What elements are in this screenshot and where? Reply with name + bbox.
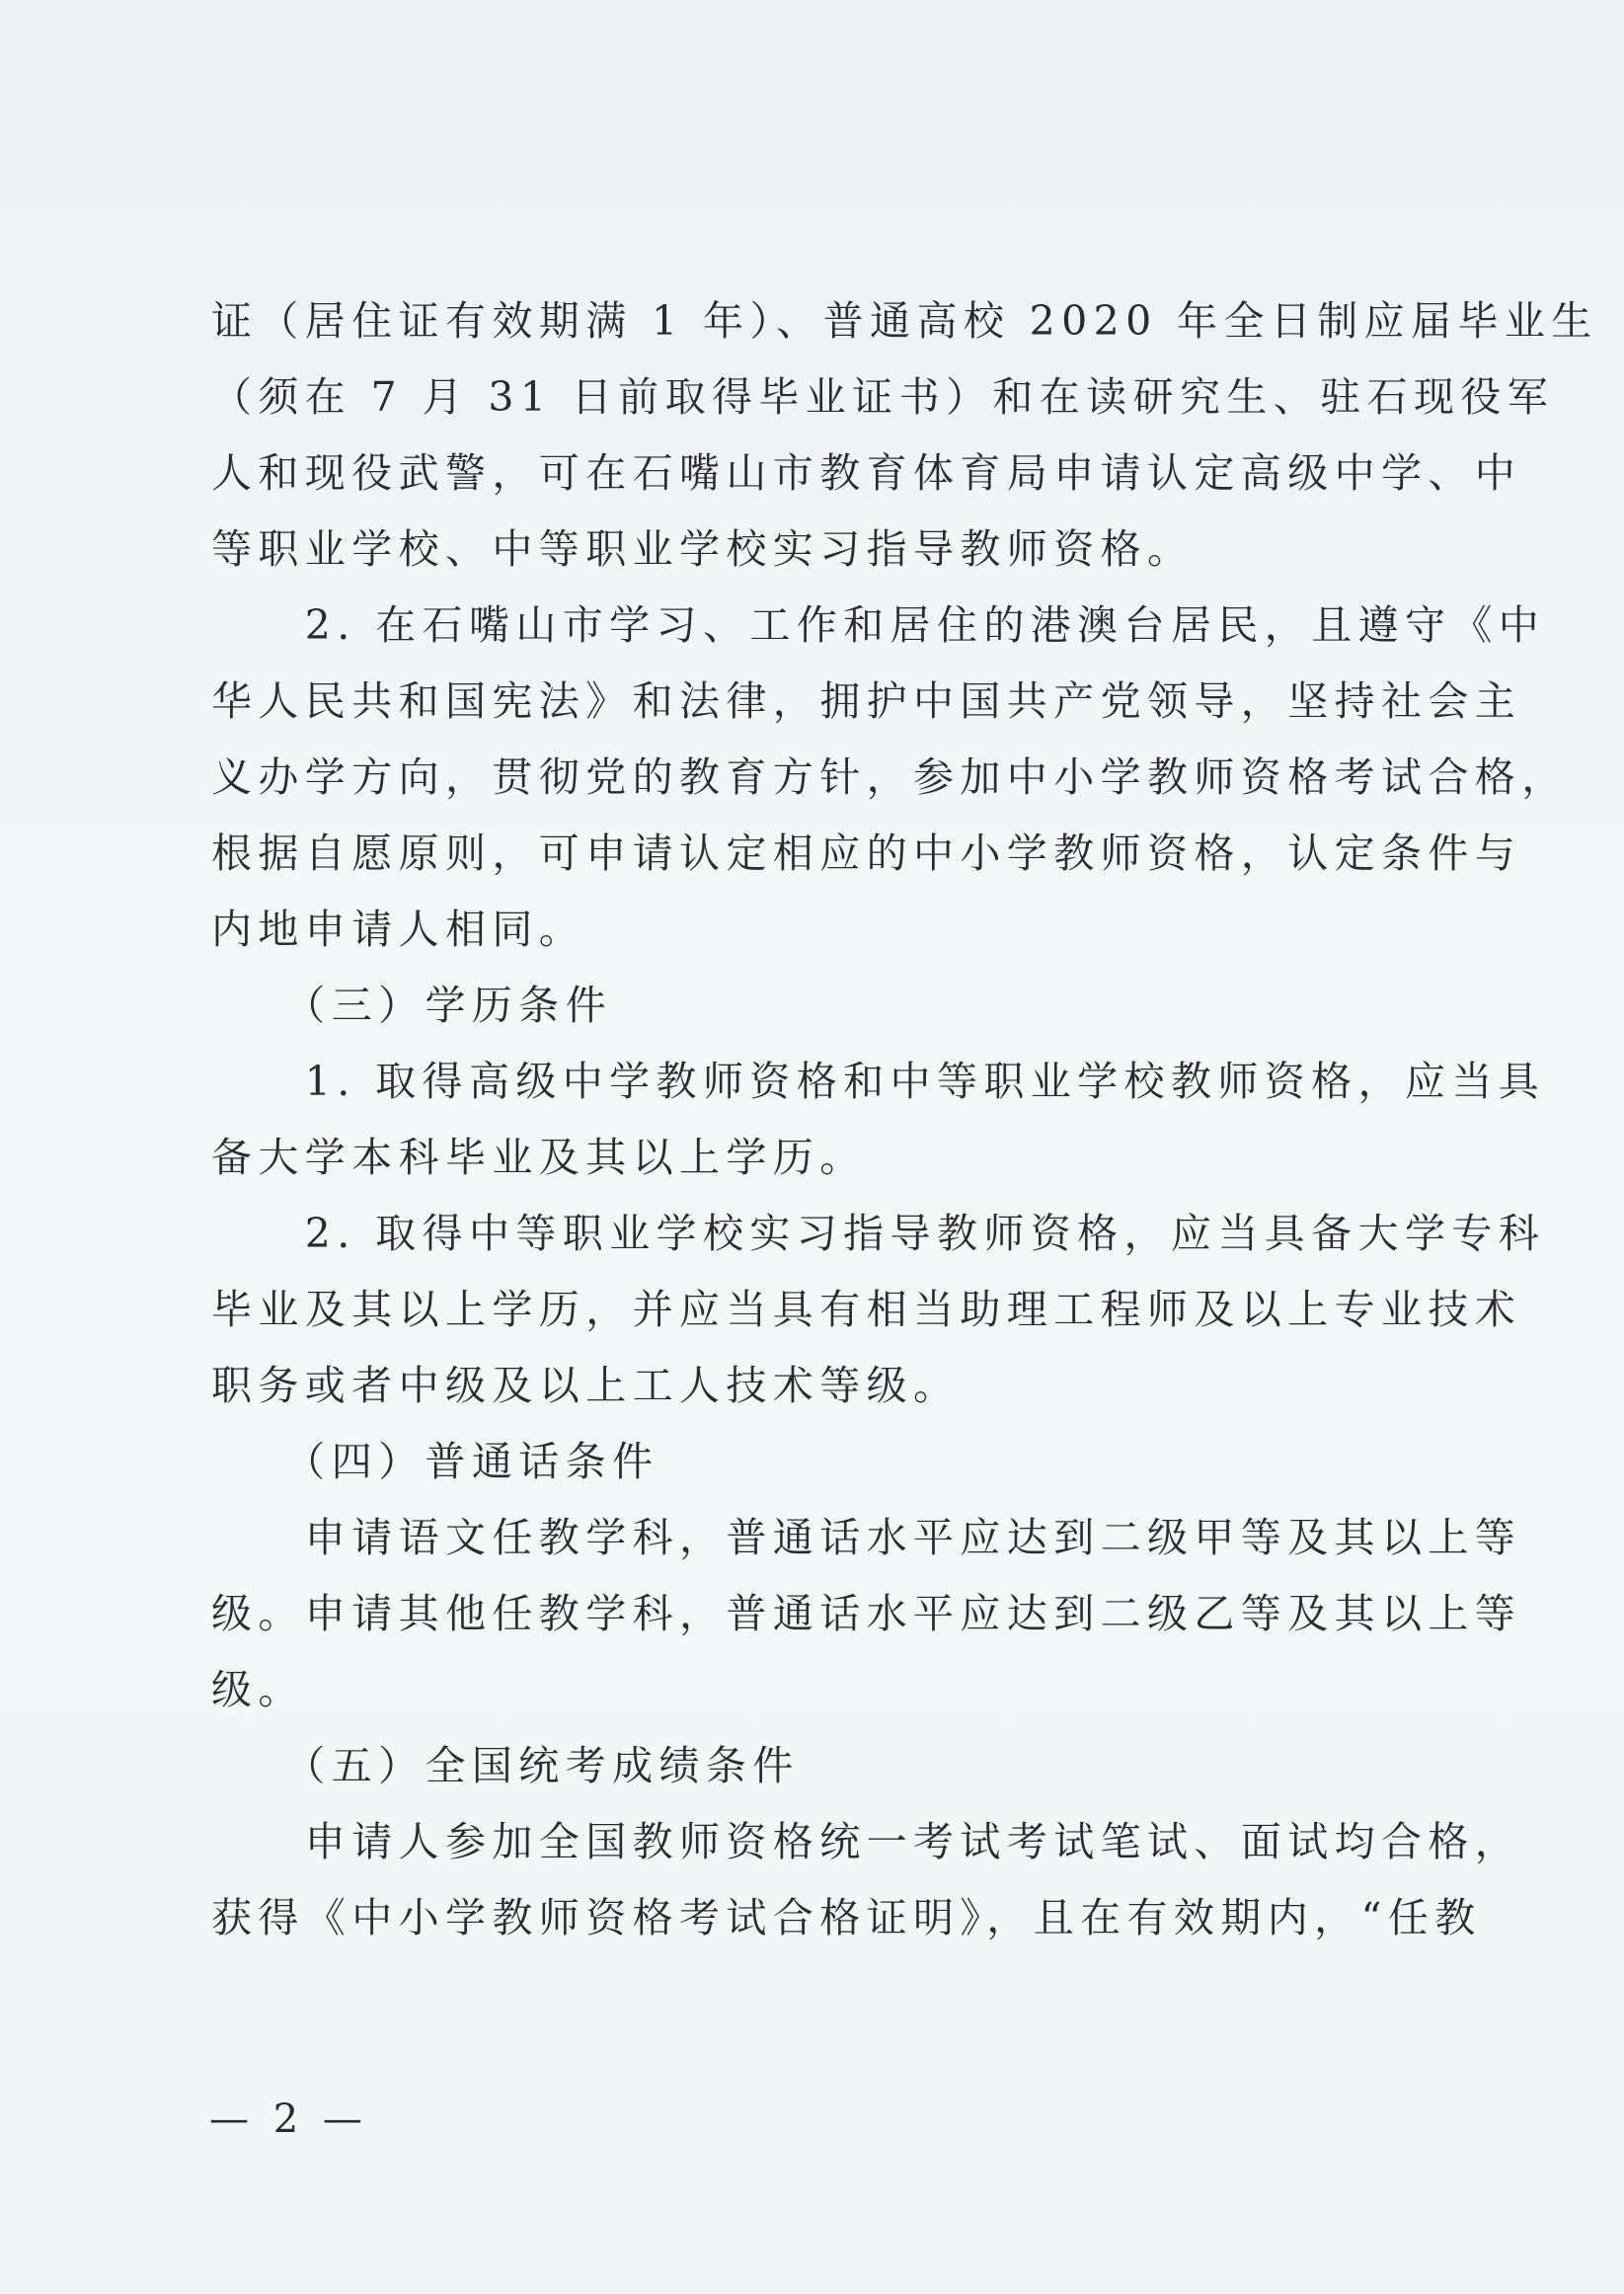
text-line-6: 华人民共和国宪法》和法律，拥护中国共产党领导，坚持社会主 <box>211 677 1522 725</box>
section-heading-5: （五）全国统考成绩条件 <box>211 1742 800 1789</box>
page-number: — 2 — <box>209 2096 368 2142</box>
text-line-13: 2. 取得中等职业学校实习指导教师资格，应当具备大学专科 <box>211 1210 1546 1257</box>
text-line-17: 申请语文任教学科，普通话水平应达到二级甲等及其以上等 <box>211 1514 1522 1561</box>
section-heading-4: （四）普通话条件 <box>211 1438 659 1485</box>
text-line-4: 等职业学校、中等职业学校实习指导教师资格。 <box>211 525 1195 573</box>
text-line-21: 申请人参加全国教师资格统一考试考试笔试、面试均合格， <box>211 1818 1522 1865</box>
text-line-1: 证（居住证有效期满 1 年）、普通高校 2020 年全日制应届毕业生 <box>211 297 1598 345</box>
text-line-19: 级。 <box>211 1666 305 1713</box>
text-line-11: 1. 取得高级中学教师资格和中等职业学校教师资格，应当具 <box>211 1058 1546 1105</box>
text-line-14: 毕业及其以上学历，并应当具有相当助理工程师及以上专业技术 <box>211 1286 1522 1333</box>
text-line-8: 根据自愿原则，可申请认定相应的中小学教师资格，认定条件与 <box>211 830 1522 877</box>
text-line-18: 级。申请其他任教学科，普通话水平应达到二级乙等及其以上等 <box>211 1590 1522 1637</box>
text-line-9: 内地申请人相同。 <box>211 906 586 953</box>
text-line-22: 获得《中小学教师资格考试合格证明》，且在有效期内，“任教 <box>211 1894 1482 1941</box>
section-heading-3: （三）学历条件 <box>211 982 613 1029</box>
text-line-5: 2. 在石嘴山市学习、工作和居住的港澳台居民，且遵守《中 <box>211 601 1546 649</box>
text-line-15: 职务或者中级及以上工人技术等级。 <box>211 1362 961 1409</box>
text-line-7: 义办学方向，贯彻党的教育方针，参加中小学教师资格考试合格， <box>211 753 1569 801</box>
text-line-3: 人和现役武警，可在石嘴山市教育体育局申请认定高级中学、中 <box>211 449 1522 497</box>
text-line-2: （须在 7 月 31 日前取得毕业证书）和在读研究生、驻石现役军 <box>211 373 1555 421</box>
text-line-12: 备大学本科毕业及其以上学历。 <box>211 1134 867 1181</box>
